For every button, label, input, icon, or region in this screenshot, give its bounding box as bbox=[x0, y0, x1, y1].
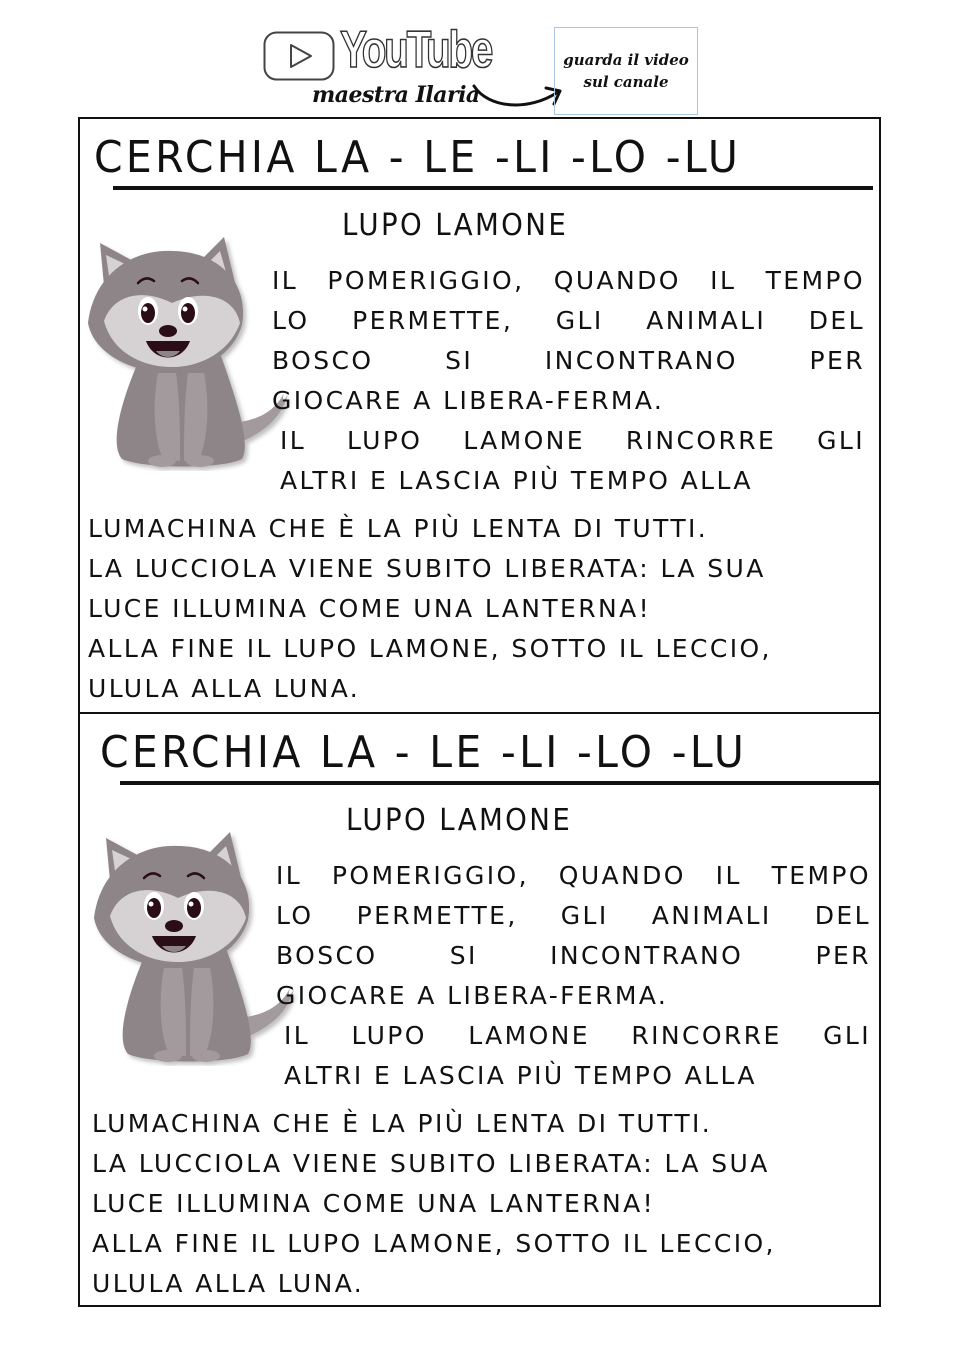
text-line: ALLA FINE IL LUPO LAMONE, SOTTO IL LECCIO, bbox=[92, 1229, 776, 1258]
watch-video-callout[interactable] bbox=[554, 27, 698, 115]
word: QUANDO bbox=[558, 861, 686, 890]
text-line: LA LUCCIOLA VIENE SUBITO LIBERATA: LA SUA bbox=[92, 1149, 770, 1178]
curved-arrow-icon bbox=[468, 78, 568, 114]
exercise-title: CERCHIA LA - LE -LI -LO -LU bbox=[100, 727, 748, 778]
word: BOSCO bbox=[272, 346, 374, 375]
word: BOSCO bbox=[276, 941, 378, 970]
cta-line: guarda il video bbox=[563, 51, 689, 69]
cta-line: sul canale bbox=[583, 73, 669, 91]
word: GLI bbox=[823, 1021, 871, 1050]
word: SI bbox=[449, 941, 478, 970]
word: IL bbox=[272, 266, 299, 295]
word: DEL bbox=[814, 901, 871, 930]
text-line: LUMACHINA CHE È LA PIÙ LENTA DI TUTTI. bbox=[92, 1109, 713, 1138]
word: PER bbox=[809, 346, 865, 375]
word: LAMONE bbox=[463, 426, 585, 455]
title-underline bbox=[113, 186, 873, 190]
word: LUPO bbox=[347, 426, 423, 455]
story-title: LUPO LAMONE bbox=[342, 208, 569, 243]
word: RINCORRE bbox=[625, 426, 777, 455]
word: PER bbox=[815, 941, 871, 970]
channel-name[interactable]: maestra Ilaria bbox=[312, 82, 480, 108]
exercise-title: CERCHIA LA - LE -LI -LO -LU bbox=[94, 132, 742, 183]
word: SI bbox=[445, 346, 474, 375]
title-underline bbox=[120, 781, 879, 785]
text-line bbox=[272, 341, 865, 381]
text-line: ULULA ALLA LUNA. bbox=[92, 1269, 365, 1298]
text-line: ULULA ALLA LUNA. bbox=[88, 674, 361, 703]
word: LO bbox=[272, 306, 310, 335]
header bbox=[0, 0, 960, 118]
word: LAMONE bbox=[468, 1021, 590, 1050]
word: IL bbox=[276, 861, 303, 890]
story-text-full-width bbox=[92, 1104, 879, 1304]
text-line: LUMACHINA CHE È LA PIÙ LENTA DI TUTTI. bbox=[88, 514, 709, 543]
wolf-illustration bbox=[90, 818, 302, 1066]
story-title: LUPO LAMONE bbox=[346, 803, 573, 838]
text-line: ALTRI E LASCIA PIÙ TEMPO ALLA bbox=[280, 466, 753, 495]
word: POMERIGGIO, bbox=[327, 266, 525, 295]
worksheet-section bbox=[78, 712, 881, 1307]
text-line: LA LUCCIOLA VIENE SUBITO LIBERATA: LA SUA bbox=[88, 554, 766, 583]
word: IL bbox=[710, 266, 737, 295]
story-text-beside-image bbox=[276, 856, 871, 1096]
word: IL bbox=[280, 426, 307, 455]
word: IL bbox=[715, 861, 742, 890]
play-button-icon bbox=[263, 31, 335, 81]
word: PERMETTE, bbox=[356, 901, 518, 930]
word: PERMETTE, bbox=[352, 306, 514, 335]
text-line bbox=[276, 1016, 871, 1056]
word: GLI bbox=[555, 306, 604, 335]
text-line: GIOCARE A LIBERA-FERMA. bbox=[272, 386, 665, 415]
word: ANIMALI bbox=[646, 306, 767, 335]
youtube-wordmark: YouTube bbox=[340, 21, 492, 79]
text-line: LUCE ILLUMINA COME UNA LANTERNA! bbox=[92, 1189, 656, 1218]
word: TEMPO bbox=[771, 861, 871, 890]
text-line: GIOCARE A LIBERA-FERMA. bbox=[276, 981, 669, 1010]
text-line bbox=[276, 856, 871, 896]
text-line: LUCE ILLUMINA COME UNA LANTERNA! bbox=[88, 594, 652, 623]
text-line bbox=[272, 261, 865, 301]
story-text-beside-image bbox=[272, 261, 865, 501]
text-line: ALTRI E LASCIA PIÙ TEMPO ALLA bbox=[284, 1061, 757, 1090]
word: INCONTRANO bbox=[544, 346, 738, 375]
worksheet-section bbox=[78, 117, 881, 714]
word: IL bbox=[284, 1021, 311, 1050]
text-line bbox=[272, 301, 865, 341]
text-line: ALLA FINE IL LUPO LAMONE, SOTTO IL LECCIO, bbox=[88, 634, 772, 663]
word: TEMPO bbox=[765, 266, 865, 295]
word: GLI bbox=[560, 901, 609, 930]
word: LO bbox=[276, 901, 314, 930]
word: LUPO bbox=[351, 1021, 427, 1050]
text-line bbox=[276, 936, 871, 976]
text-line bbox=[276, 896, 871, 936]
word: GLI bbox=[817, 426, 865, 455]
word: QUANDO bbox=[553, 266, 681, 295]
wolf-illustration bbox=[84, 223, 299, 471]
word: DEL bbox=[808, 306, 865, 335]
text-line bbox=[272, 421, 865, 461]
word: ANIMALI bbox=[651, 901, 772, 930]
word: POMERIGGIO, bbox=[331, 861, 529, 890]
story-text-full-width bbox=[88, 509, 873, 709]
word: RINCORRE bbox=[631, 1021, 782, 1050]
word: INCONTRANO bbox=[550, 941, 744, 970]
